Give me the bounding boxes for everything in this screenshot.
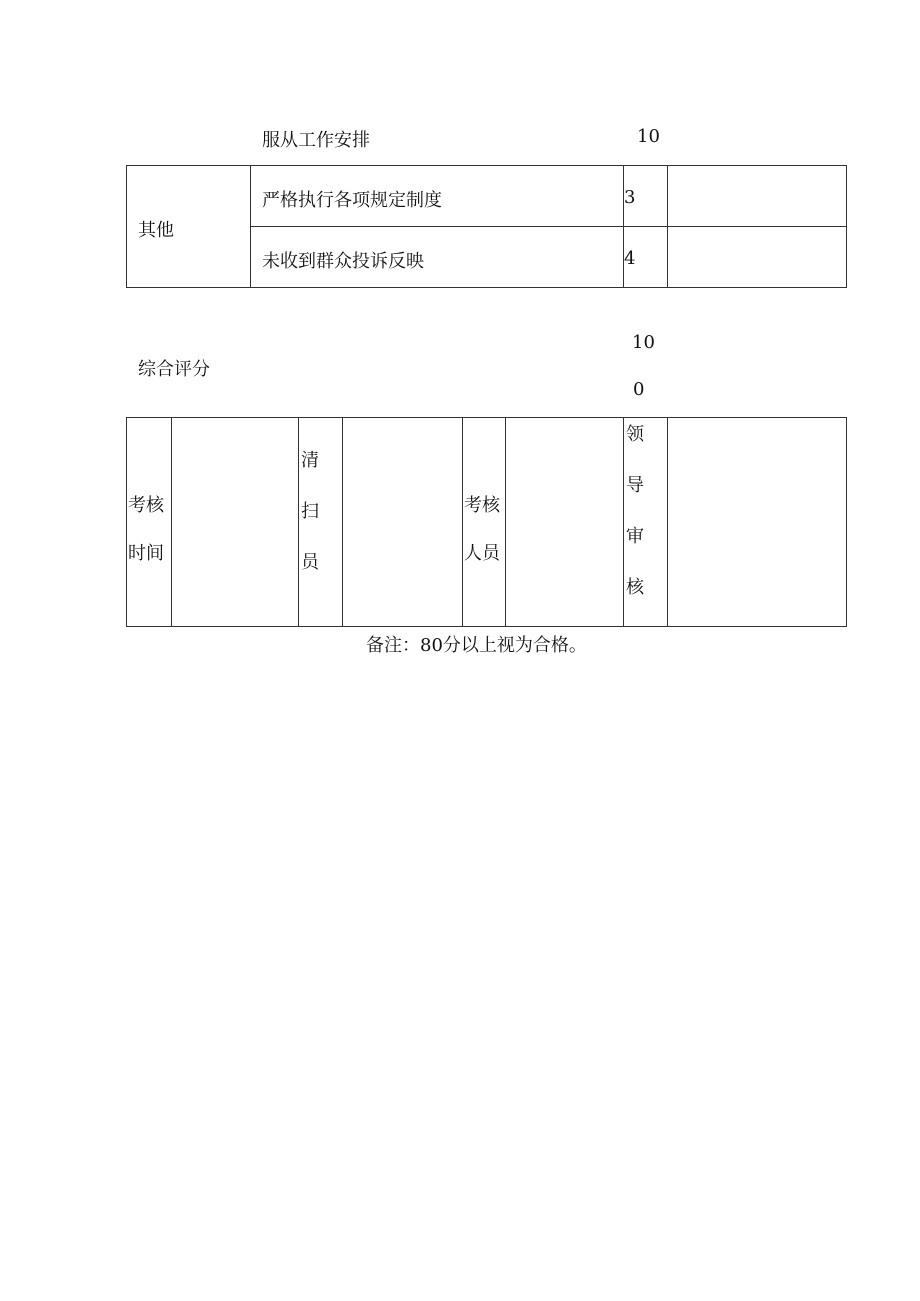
check-time-line2: 时间: [128, 543, 164, 564]
footnote: 备注：80分以上视为合格。: [366, 635, 587, 656]
leader-char-4: 核: [626, 577, 644, 598]
leader-char-3: 审: [626, 526, 644, 547]
item-no-complaints-score: 4: [624, 248, 636, 269]
leader-char-2: 导: [626, 475, 644, 496]
total-score-line1: 10: [632, 332, 655, 353]
inspector-line2: 人员: [464, 543, 500, 564]
cleaner-char-2: 扫: [301, 501, 319, 522]
item-obey-work-arrangement: 服从工作安排: [262, 130, 370, 151]
leader-char-1: 领: [626, 424, 644, 445]
leader-review-label: [624, 409, 646, 613]
item-obey-score: 10: [637, 126, 660, 147]
category-other: 其他: [138, 220, 174, 241]
cleaner-char-3: 员: [301, 552, 319, 573]
item-follow-rules-score: 3: [624, 187, 636, 208]
item-follow-rules: 严格执行各项规定制度: [262, 190, 442, 211]
item-no-complaints: 未收到群众投诉反映: [262, 251, 424, 272]
inspector-label: [464, 482, 500, 578]
cleaner-label: [299, 435, 321, 588]
cleaner-char-1: 清: [301, 450, 319, 471]
check-time-label: [128, 482, 164, 578]
inspector-line1: 考核: [464, 495, 500, 516]
total-score-label: 综合评分: [138, 359, 210, 380]
total-score-line2: 0: [633, 379, 645, 400]
check-time-line1: 考核: [128, 495, 164, 516]
